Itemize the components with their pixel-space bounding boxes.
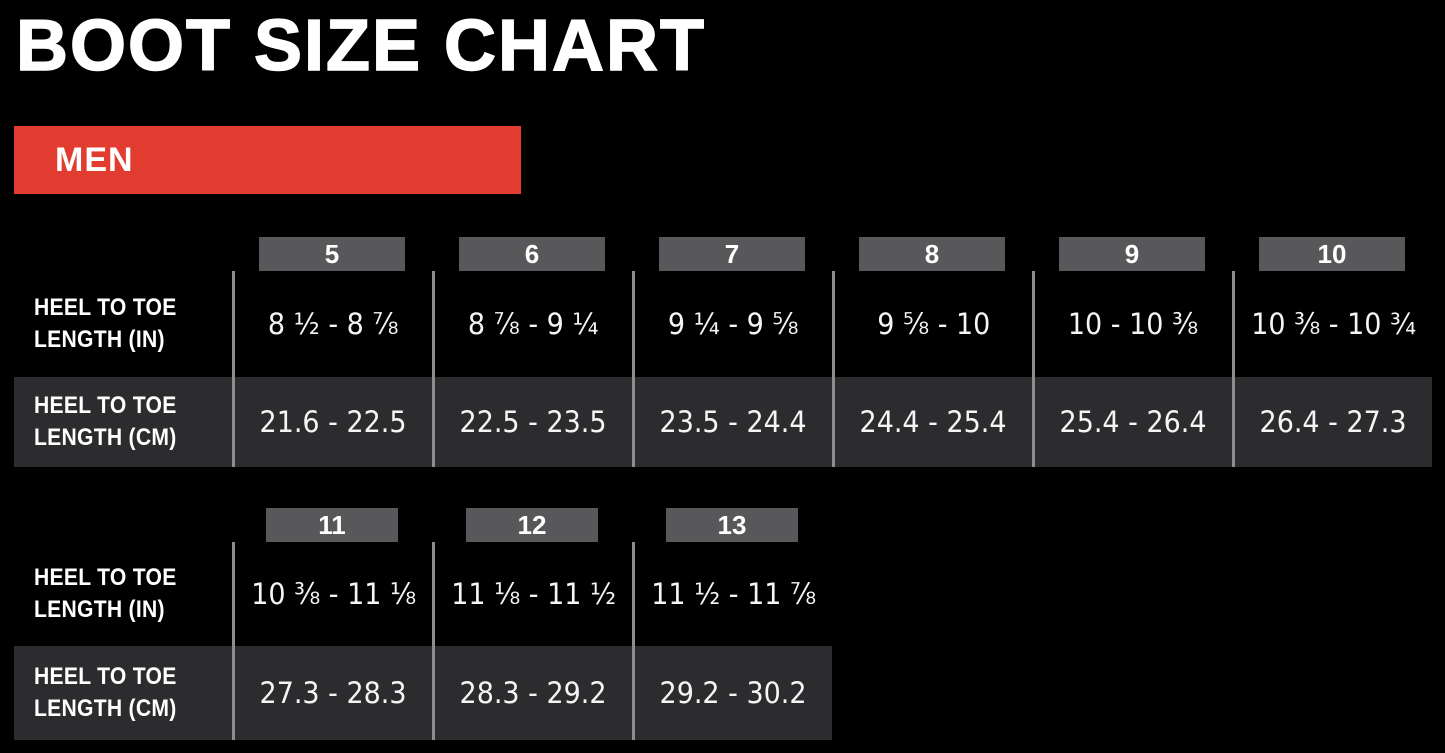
cm-value-size-7: 23.5 - 24.4: [632, 377, 832, 467]
size-header-8: 8: [859, 237, 1005, 271]
size-header-5: 5: [259, 237, 405, 271]
row-label-inches-line1: HEEL TO TOE: [34, 294, 177, 322]
cm-value-size-12: 28.3 - 29.2: [432, 646, 632, 740]
row-label-inches-line2: LENGTH (IN): [34, 596, 165, 623]
size-table-men-5-10: [14, 237, 1445, 467]
row-label-cm-line2: LENGTH (CM): [34, 424, 177, 451]
inches-value-size-11: 10 ⅜ - 11 ⅛: [232, 542, 432, 646]
row-label-inches: [14, 271, 232, 377]
size-table-men-11-13: [14, 508, 1445, 740]
corner-spacer: [14, 508, 232, 542]
size-header-6: 6: [459, 237, 605, 271]
row-label-cm-line1: HEEL TO TOE: [34, 663, 177, 691]
size-header-12: 12: [466, 508, 598, 542]
row-label-inches-line2: LENGTH (IN): [34, 326, 165, 353]
cm-value-size-5: 21.6 - 22.5: [232, 377, 432, 467]
inches-value-size-13: 11 ½ - 11 ⅞: [632, 542, 832, 646]
cm-value-size-10: 26.4 - 27.3: [1232, 377, 1432, 467]
inches-value-size-5: 8 ½ - 8 ⅞: [232, 271, 432, 377]
size-header-9: 9: [1059, 237, 1205, 271]
cm-value-size-11: 27.3 - 28.3: [232, 646, 432, 740]
row-label-cm: [14, 377, 232, 467]
inches-value-size-12: 11 ⅛ - 11 ½: [432, 542, 632, 646]
size-header-10: 10: [1259, 237, 1405, 271]
row-label-inches: [14, 542, 232, 646]
cm-value-size-13: 29.2 - 30.2: [632, 646, 832, 740]
size-header-11: 11: [266, 508, 398, 542]
inches-value-size-9: 10 - 10 ⅜: [1032, 271, 1232, 377]
inches-value-size-10: 10 ⅜ - 10 ¾: [1232, 271, 1432, 377]
size-header-7: 7: [659, 237, 805, 271]
cm-value-size-9: 25.4 - 26.4: [1032, 377, 1232, 467]
men-section-banner: [14, 126, 521, 194]
inches-value-size-8: 9 ⅝ - 10: [832, 271, 1032, 377]
cm-value-size-6: 22.5 - 23.5: [432, 377, 632, 467]
inches-value-size-7: 9 ¼ - 9 ⅝: [632, 271, 832, 377]
row-label-cm-line2: LENGTH (CM): [34, 695, 177, 722]
size-header-13: 13: [666, 508, 798, 542]
page-title: BOOT SIZE CHART: [16, 6, 706, 86]
cm-value-size-8: 24.4 - 25.4: [832, 377, 1032, 467]
corner-spacer: [14, 237, 232, 271]
inches-value-size-6: 8 ⅞ - 9 ¼: [432, 271, 632, 377]
row-label-cm-line1: HEEL TO TOE: [34, 392, 177, 420]
row-label-inches-line1: HEEL TO TOE: [34, 564, 177, 592]
row-label-cm: [14, 646, 232, 740]
men-section-label: MEN: [55, 140, 134, 179]
